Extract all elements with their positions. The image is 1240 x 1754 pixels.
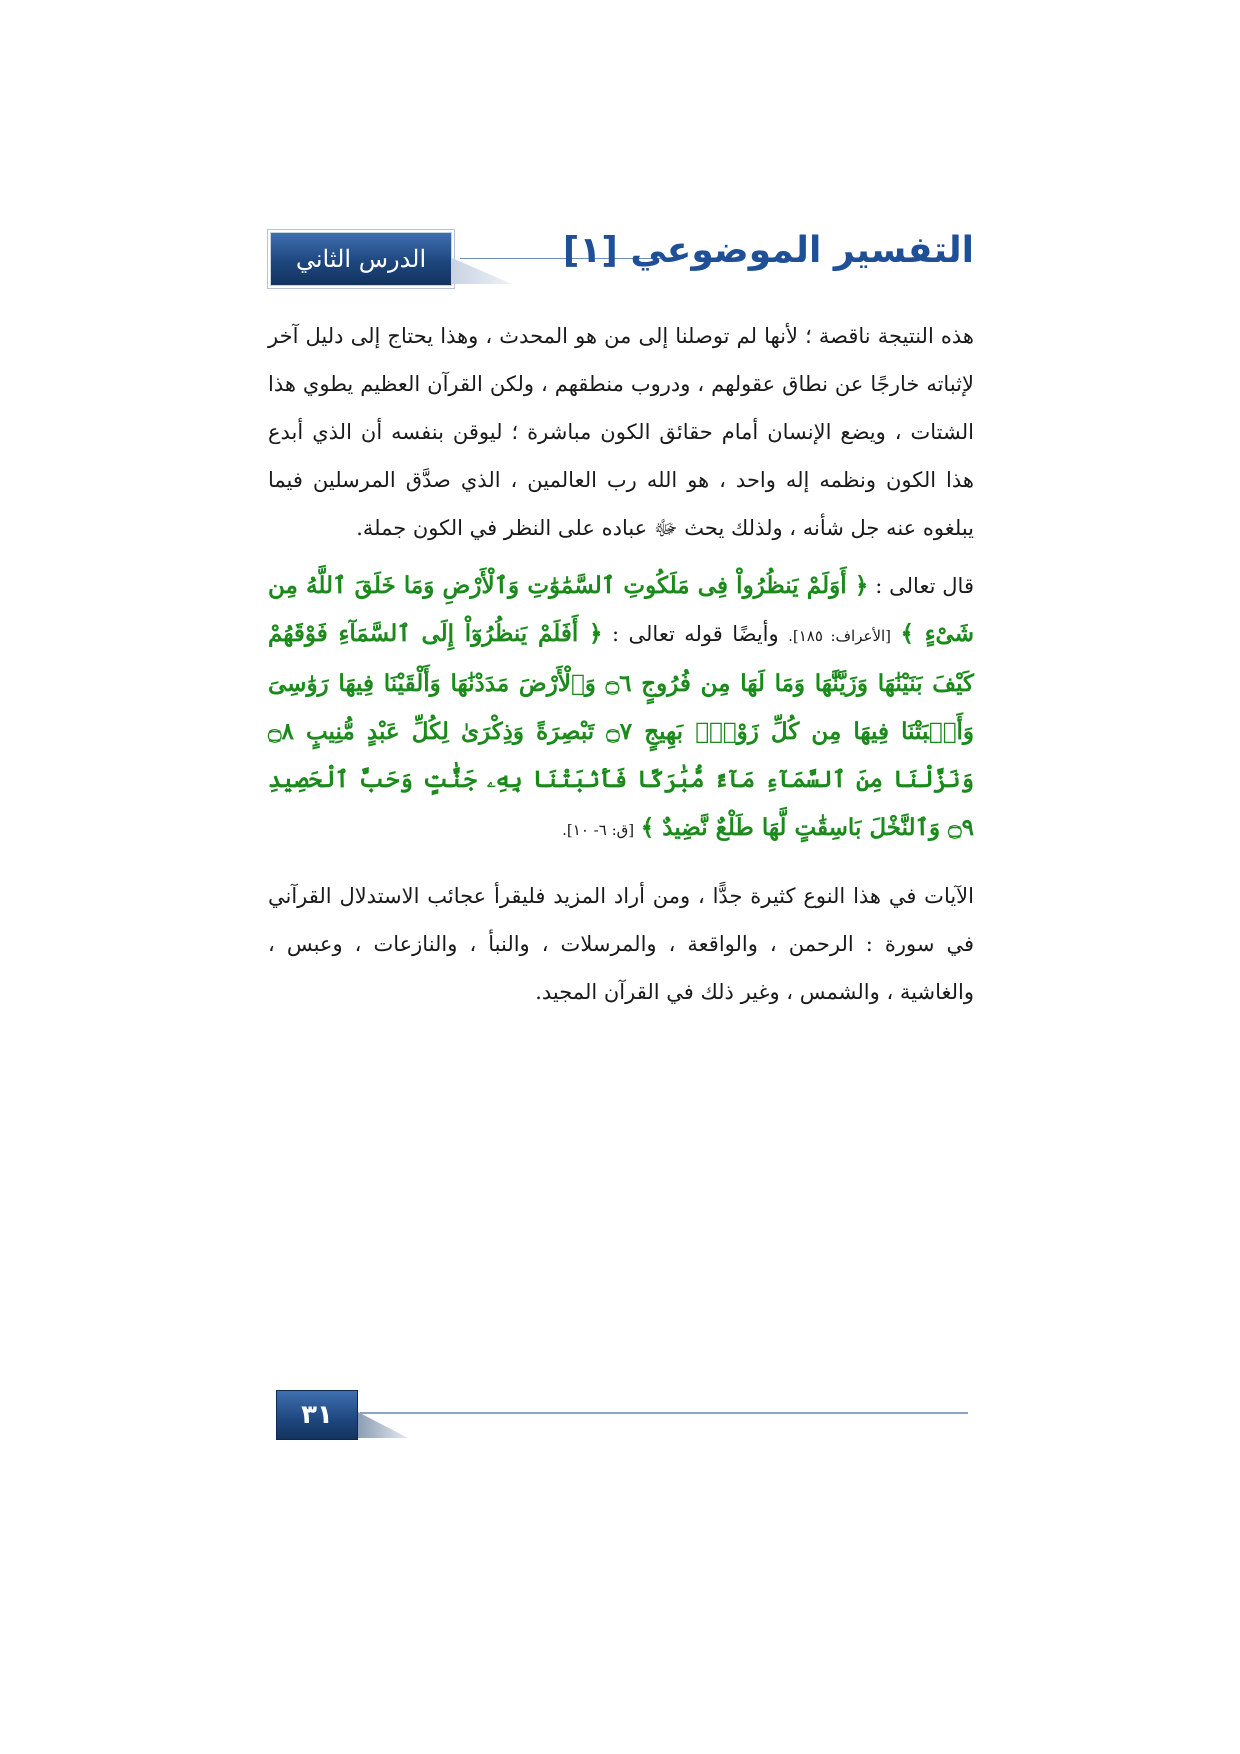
verse-reference-araf: [الأعراف: ١٨٥].	[788, 627, 892, 645]
also-intro: وأيضًا قوله تعالى :	[612, 622, 779, 646]
footer-rule	[360, 1412, 968, 1414]
header-decoration	[452, 258, 512, 284]
quran-quote-block	[268, 562, 974, 854]
lesson-badge: الدرس الثاني	[270, 232, 452, 286]
book-title: التفسير الموضوعي [١]	[562, 230, 974, 271]
page-header	[270, 230, 974, 290]
verse-qaf: ﴿ أَفَلَمْ يَنظُرُوٓاْ إِلَى ٱلسَّمَآءِ فَوْقَهُمْ كَيْفَ بَنَيْنَٰهَا وَزَيَّنَّٰهَا وَمَا لَهَا مِن فُرُوجٍ ۝٦ وَٱلْأَرْضَ مَدَدْنَٰهَا وَأَلْقَيْنَا فِيهَا رَوَٰسِىَ وَأَنۢبَتْنَا فِيهَا مِن كُلِّ زَوْجٍۭ بَهِيجٍ ۝٧ تَبْصِرَةً وَذِكْرَىٰ لِكُلِّ عَبْدٍ مُّنِيبٍ ۝٨ وَنَزَّلْنَا مِنَ ٱلسَّمَآءِ مَآءً مُّبَٰرَكًا فَأَنۢبَتْنَا بِهِۦ جَنَّٰتٍ وَحَبَّ ٱلْحَصِيدِ ۝٩ وَٱلنَّخْلَ بَاسِقَٰتٍ لَّهَا طَلْعٌ نَّضِيدٌ ﴾	[268, 620, 975, 841]
verse-reference-qaf: [ق: ٦- ١٠].	[562, 821, 635, 839]
page-number: ٣١	[276, 1390, 358, 1440]
verse-araf: ﴿ أَوَلَمْ يَنظُرُواْ فِى مَلَكُوتِ ٱلسَّمَٰوَٰتِ وَٱلْأَرْضِ وَمَا خَلَقَ ٱللَّهُ مِن شَىْءٍ ﴾	[268, 572, 974, 647]
quote-intro: قال تعالى :	[875, 574, 974, 598]
page-footer	[276, 1390, 976, 1440]
page-body	[268, 312, 974, 1037]
footer-decoration	[358, 1412, 408, 1438]
paragraph-intro: هذه النتيجة ناقصة ؛ لأنها لم توصلنا إلى من هو المحدث ، وهذا يحتاج إلى دليل آخر لإثباته خارجًا عن نطاق عقولهم ، ودروب منطقهم ، ولكن القرآن العظيم يطوي هذا الشتات ، ويضع الإنسان أمام حقائق الكون مباشرة ؛ ليوقن بنفسه أن الذي أبدع هذا الكون ونظمه إله واحد ، هو الله رب العالمين ، الذي صدَّق المرسلين فيما يبلغوه عنه جل شأنه ، ولذلك يحث ﷻ عباده على النظر في الكون جملة.	[268, 324, 974, 540]
paragraph-conclusion: الآيات في هذا النوع كثيرة جدًّا ، ومن أراد المزيد فليقرأ عجائب الاستدلال القرآني في سورة : الرحمن ، والواقعة ، والمرسلات ، والنبأ ، والنازعات ، وعبس ، والغاشية ، والشمس ، وغير ذلك في القرآن المجيد.	[268, 884, 974, 1004]
